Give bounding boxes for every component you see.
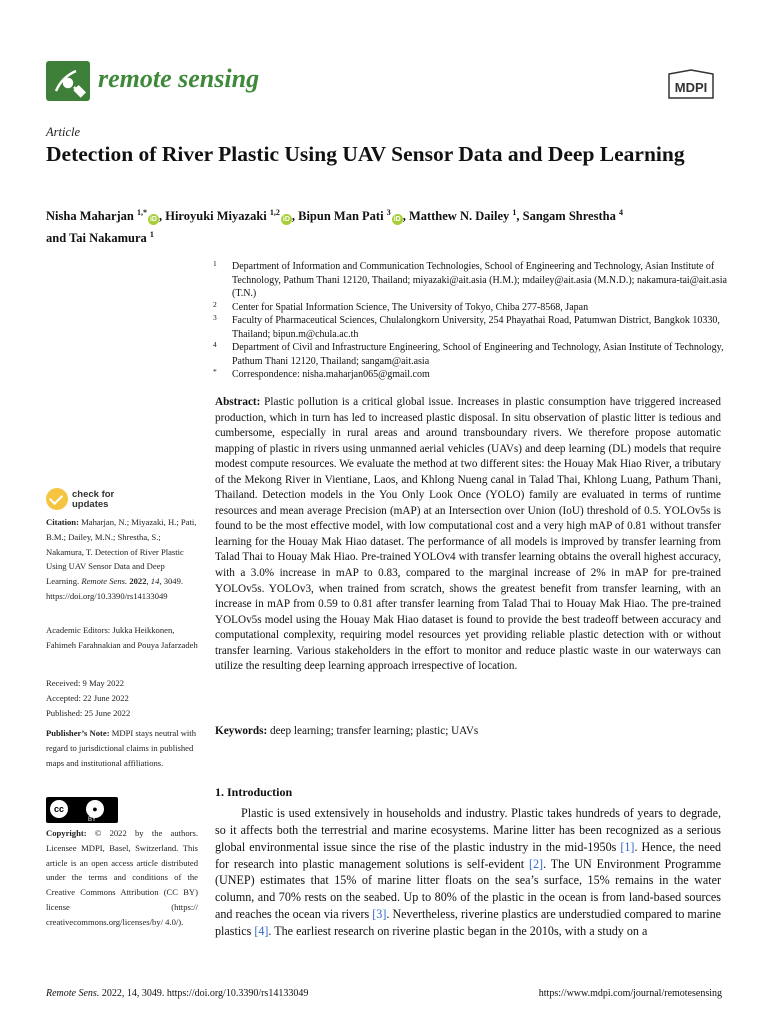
affiliation-item: 3 Faculty of Pharmaceutical Sciences, Chulalongkorn University, 254 Phayathai Road, Patumwan District, Bangkok 10330, Thailand; bipun.m@chula.ac.th [213,313,720,340]
checkmark-icon [46,488,68,510]
accepted-date: Accepted: 22 June 2022 [46,692,129,703]
cc-icon: cc [50,800,68,818]
author-list: Nisha Maharjan $^{1,*}$iD , Hiroyuki Miyazaki $^{1,2}$iD , Bipun Man Pati $^3$iD , Matthew N. Dailey $^1$, Sangam Shrestha $^4$ and Tai Nakamura $^1$ [46,208,623,245]
mdpi-logo [661,68,721,100]
affiliations [213,260,733,382]
section-heading: 1. Introduction [215,785,293,799]
cc-by-license-badge[interactable]: cc ● BY [46,797,118,823]
orcid-icon[interactable]: iD [282,216,290,224]
check-for-updates-badge[interactable]: check for updates [46,488,166,514]
affiliation-item: 1 Department of Information and Communication Technologies, School of Engineering and Technology, Asian Institute of Technology, Pathum Thani 12120, Thailand; miyazaki@ait.asia (H.M.); mdailey@ait.asia (M.N.D.); nakamura-tai@ait.asia (T.N.) [213,259,727,299]
affiliation-item: 4 Department of Civil and Infrastructure Engineering, School of Engineering and Technology, Asian Institute of Technology, Pathum Thani 12120, Thailand; sangam@ait.asia [213,340,724,367]
published-date: Published: 25 June 2022 [46,707,131,718]
journal-logo [46,61,90,101]
person-icon: ● [86,800,104,818]
abstract [215,395,721,675]
author-name: Nisha Maharjan [46,209,134,224]
dates [46,676,198,720]
abstract-text: Plastic pollution is a critical global issue. Increases in plastic consumption have triggered increased production, which in turn has led to increased plastic disposal. In situ observation of plastic litter is tedious and cumbersome, especially in rural areas and around transboundary rivers. We therefore propose automatic mapping of plastic in rivers using unmanned aerial vehicles (UAVs) and deep learning (DL) models that require modest compute resources. We evaluate the method at two different sites: the Houay Mak Hiao River, a tributary of the Mekong River in Vientiane, Laos, and Khlong Nueng canal in Talad Thai, Khlong Luang, Pathum Thani, Thailand. Detection models in the You Only Look Once (YOLO) family are evaluated in terms of runtime resources and mean average Precision (mAP) at an Intersection over Union (IoU) threshold of 0.5. YOLOv5s is found to be the most effective model, with low computational cost and a very high mAP of 0.81 without transfer learning for the Houay Mak Hiao dataset. The performance of all models is improved by transfer learning from Talad Thai to Houay Mak Hiao. Pre-trained YOLOv4 with transfer learning obtains the overall highest accuracy, with a 3.0% increase in mAP to 0.83, compared to the marginal increase of 2% in mAP for pre-trained YOLOv5s. YOLOv3, when trained from scratch, shows the greatest benefit from transfer learning, with an increase in mAP from 0.59 to 0.81 after transfer learning from Talad Thai to Houay Mak Hiao. The pre-trained YOLOv5s model using the Houay Mak Hiao dataset is found to provide the best tradeoff between accuracy and computational complexity, requiring model resources yet providing reliable plastic detection with or without transfer learning. Various stakeholders in the effort to monitor and reduce plastic waste in our waterways can utilize the resulting deep learning approach irrespective of location. [215,396,721,673]
journal-name: remote sensing [98,64,260,93]
author-name: Tai Nakamura [69,230,147,245]
article-type: Article [46,125,81,139]
footer-url[interactable]: https://www.mdpi.com/journal/remotesensing [538,988,722,999]
author-name: Matthew N. Dailey [408,209,510,224]
citation: Citation: Maharjan, N.; Miyazaki, H.; Pati, B.M.; Dailey, M.N.; Shrestha, S.; Nakamura, T. Detection of River Plastic Using UAV Sensor Data and Deep Learning. Remote Sens. 2022, 14, 3049. https://doi.org/10.3390/rs14133049 [46,517,197,601]
author-name: Sangam Shrestha [522,209,616,224]
affiliation-item: 2 Center for Spatial Information Science, The University of Tokyo, Chiba 277-8568, Japan [213,299,589,313]
reference-link[interactable]: [3] [372,907,387,922]
reference-link[interactable]: [1] [620,839,635,854]
introduction-text: Plastic is used extensively in households and industry. Plastic takes hundreds of years to degrade, so it affects both the terrestrial and marine ecosystems. Marine litter has been recognized as a serious global environmental issue since the rise of the plastic industry in the mid-1950s [1]. Hence, the need for research into plastic management solutions is self-evident [2]. The UN Environment Programme (UNEP) estimates that 15% of marine litter floats on the sea’s surface, 15% remains in the water column, and 70% rests on the seabed. Up to 80% of the plastic in the ocean is from land-based sources and reaches the ocean via rivers [3]. Nevertheless, riverine plastics are understudied compared to marine plastics [4]. The earliest research on riverine plastic began in the 2010s, with a study on a [215,806,721,938]
copyright: Copyright: © 2022 by the authors. Licensee MDPI, Basel, Switzerland. This article is an open access article distributed under the terms and conditions of the Creative Commons Attribution (CC BY) license (https:// creativecommons.org/licenses/by/ 4.0/). [46,828,198,927]
page-title: Detection of River Plastic Using UAV Sensor Data and Deep Learning [46,142,685,166]
footer-citation: Remote Sens. 2022, 14, 3049. https://doi.org/10.3390/rs14133049 [46,988,309,999]
publisher-name: MDPI [674,80,708,95]
abstract-label: Abstract: [215,396,261,408]
keywords: Keywords: deep learning; transfer learning; plastic; UAVs [215,725,479,737]
academic-editors: Academic Editors: Jukka Heikkonen, Fahimeh Farahnakian and Pouya Jafarzadeh [46,625,198,650]
author-name: Bipun Man Pati [298,209,384,224]
author-name: Hiroyuki Miyazaki [165,209,267,224]
orcid-icon[interactable]: iD [393,216,401,224]
reference-link[interactable]: [4] [254,923,269,938]
publisher-note: Publisher’s Note: MDPI stays neutral with regard to jurisdictional claims in published maps and institutional affiliations. [46,728,196,768]
satellite-icon [46,61,90,101]
orcid-icon[interactable]: iD [149,216,157,224]
received-date: Received: 9 May 2022 [46,678,125,688]
affiliation-item: * Correspondence: nisha.maharjan065@gmail.com [213,367,430,380]
reference-link[interactable]: [2] [528,856,544,871]
